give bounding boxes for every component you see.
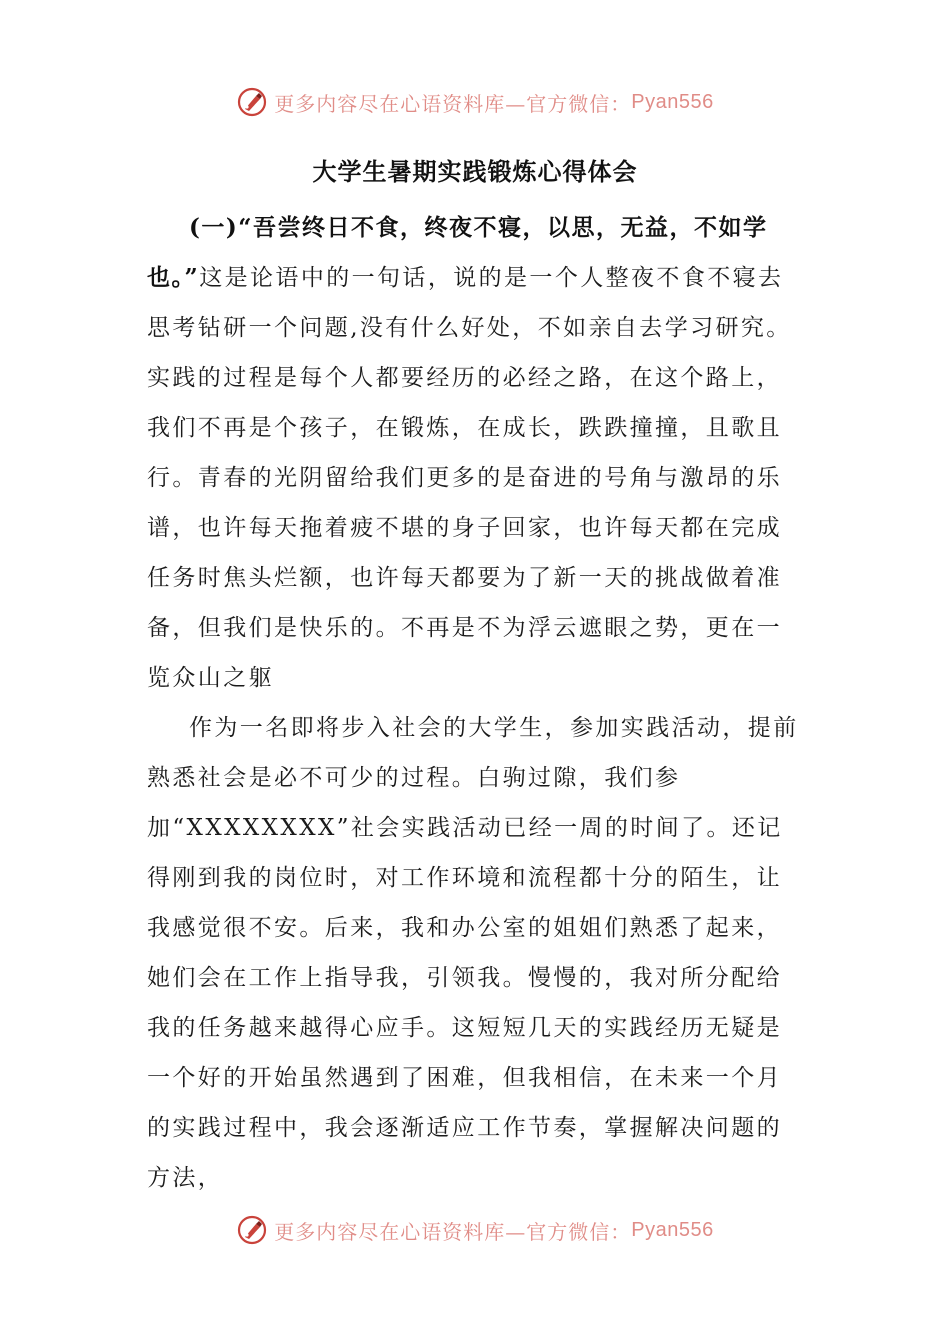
paragraph-1-body: 这是论语中的一句话，说的是一个人整夜不食不寝去思考钻研一个问题,没有什么好处，不如亲自去学习研究。实践的过程是每个人都要经历的必经之路，在这个路上，我们不再是个孩子，在锻炼，在成长，跌跌撞撞，且歌且行。青春的光阴留给我们更多的是奋进的号角与激昂的乐谱，也许每天拖着疲不堪的身子回家，也许每天都在完成任务时焦头烂额，也许每天都要为了新一天的挑战做着准备，但我们是快乐的。不再是不为浮云遮眼之势，更在一览众山之躯 (147, 265, 792, 691)
footer-watermark (0, 1210, 950, 1250)
document-title: 大学生暑期实践锻炼心得体会 (312, 157, 638, 186)
pen-nib-logo-icon (236, 86, 268, 118)
header-watermark (0, 82, 950, 122)
paragraph-2 (147, 703, 807, 1203)
watermark-text: 更多内容尽在心语资料库—官方微信： (274, 1219, 632, 1244)
watermark-account: Pyan556 (631, 90, 714, 113)
pen-nib-logo-icon (236, 1214, 268, 1246)
watermark-text: 更多内容尽在心语资料库—官方微信： (274, 91, 632, 116)
watermark-account: Pyan556 (631, 1218, 714, 1241)
paragraph-1 (147, 203, 807, 703)
paragraph-2-body: 作为一名即将步入社会的大学生，参加实践活动，提前熟悉社会是必不可少的过程。白驹过隙，我们参加“XXXXXXXX”社会实践活动已经一周的时间了。还记得刚到我的岗位时，对工作环境和流程都十分的陌生，让我感觉很不安。后来，我和办公室的姐姐们熟悉了起来，她们会在工作上指导我，引领我。慢慢的，我对所分配给我的任务越来越得心应手。这短短几天的实践经历无疑是一个好的开始虽然遇到了困难，但我相信，在未来一个月的实践过程中，我会逐渐适应工作节奏，掌握解决问题的方法， (147, 715, 799, 1191)
analects-quote: (一)“吾尝终日不食，终夜不寝，以思，无益，不如学也。” (147, 214, 768, 291)
